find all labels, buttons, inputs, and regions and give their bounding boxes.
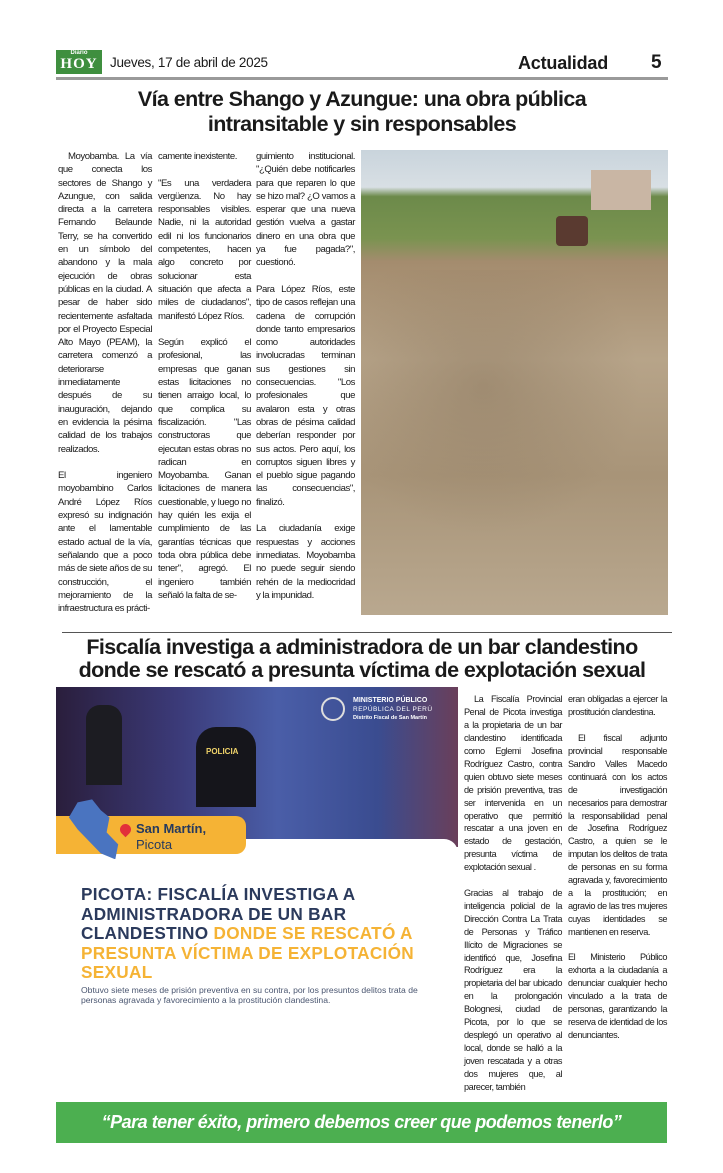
headline-line: Vía entre Shango y Azungue: una obra pública <box>137 87 587 111</box>
paragraph: La ciudadanía exige respuestas y acciones inmediatas. Moyobamba no puede seguir siendo rehén de la mediocridad y la impunidad. <box>256 523 355 601</box>
paragraph: El ingeniero moyobambino Carlos André López Ríos expresó su indignación ante el lamentable estado actual de la vía, señalando que a poco más de siete años de su construcción, el mejoramiento de la infraestructura es prácti- <box>58 470 152 615</box>
institution-name: MINISTERIO PÚBLICO <box>353 697 428 705</box>
page-number: 5 <box>651 52 662 73</box>
location-city: Picota <box>136 837 173 853</box>
graphic-headline <box>81 885 441 983</box>
article2-body <box>56 687 668 1093</box>
officer-figure <box>196 727 256 807</box>
seal-icon <box>321 697 345 721</box>
issue-date: Jueves, 17 de abril de 2025 <box>110 55 268 70</box>
article2-headline <box>56 636 668 681</box>
paragraph: El Ministerio Público exhorta a la ciudadanía a denunciar cualquier hecho vinculado a la trata de personas, garantizando la reserva de identidad de los denunciantes. <box>568 952 667 1040</box>
headline-line: Fiscalía investiga a administradora de un bar clandestino <box>86 635 638 660</box>
road-surface <box>361 270 667 560</box>
logo-main: HOY <box>60 56 98 72</box>
institution-country: REPÚBLICA DEL PERÚ <box>353 706 433 714</box>
paragraph: El fiscal adjunto provincial responsable Sandro Valles Macedo continuará con los actos de investigación necesarios para demostrar la responsabilidad penal de Josefina Rodríguez Castro, a quien se le imputan los delitos de trata de personas en su forma agravada y, favorecimiento a la prostitución; en agravio de las tres mujeres cuyas identidades se mantienen en reserva. <box>568 733 667 937</box>
headline-line: intransitable y sin responsables <box>207 112 517 136</box>
paragraph: eran obligadas a ejercer la prostitución clandestina. <box>568 694 667 718</box>
paragraph: guimiento institucional. "¿Quién debe notificarles para que reparen lo que se hizo mal? ¿O vamos a esperar que una nueva gestión vuelva a gastar dinero en una obra que ya fue pagada?", cuestionó. <box>256 151 355 269</box>
building <box>591 170 651 210</box>
institution-district: Distrito Fiscal de San Martín <box>353 715 427 722</box>
graphic-subtitle: Obtuvo siete meses de prisión preventiva en su contra, por los presuntos delitos trata de personas agravada y favorecimiento a la prostitución clandestina. <box>81 984 418 1005</box>
officer-figure <box>86 705 122 785</box>
section-divider <box>62 632 672 633</box>
article1-headline <box>56 87 668 137</box>
paragraph: "Es una verdadera vergüenza. No hay responsables visibles. Nadie, ni la autoridad edil ni los funcionarios competentes, hacen algo concreto por solucionar esta situación que afecta a miles de ciudadanos", manifestó López Ríos. <box>158 177 251 322</box>
location-region: San Martín, <box>136 821 207 837</box>
road-photo <box>361 150 668 615</box>
paragraph: Para López Ríos, este tipo de casos reflejan una cadena de corrupción donde tanto empresarios como autoridades involucradas terminan sus gestiones sin consecuencias. "Los profesionales que avalaron esta y otras obras de pésima calidad deberían responder por sus actos. Pero aquí, los corruptos siguen libres y el pueblo sigue pagando las consecuencias", finalizó. <box>256 283 355 508</box>
article2-column-1 <box>464 687 562 1093</box>
article2-column-2 <box>568 687 667 1041</box>
quote-banner: “Para tener éxito, primero debemos creer que podemos tenerlo” <box>56 1102 667 1143</box>
section-name: Actualidad <box>518 53 609 73</box>
article1-column-1 <box>58 150 152 615</box>
headline-dark: PICOTA: FISCALÍA INVESTIGA A ADMINISTRADORA DE UN BAR CLANDESTINO <box>81 884 355 944</box>
police-vest-label: POLICIA <box>206 747 239 757</box>
headline-card <box>56 839 458 1013</box>
paragraph: Según explicó el profesional, las empresas que ganan estas licitaciones no tienen arraigo local, lo que complica su fiscalización. "Las constructoras que ejecutan estas obras no radican en Moyobamba. Ganan licitaciones de manera cuestionable, y luego no hay quién les exija el cumplimiento de las garantías técnicas que toda obra pública debe tener", agregó. El ingeniero también señaló la falta de se- <box>158 337 251 601</box>
paragraph: camente inexistente. <box>158 151 237 162</box>
ministerio-publico-logo <box>321 697 451 725</box>
paragraph: Moyobamba. La vía que conecta los sectores de Shango y Azungue, con salida directa a la carretera Fernando Belaunde Terry, se ha convertido en un símbolo del abandono y la mala ejecución de obras públicas en la ciudad. A pesar de haber sido recientemente asfaltada por el Proyecto Especial Alto Mayo (PEAM), la carretera comenzó a deteriorarse inmediatamente después de su inauguración, dejando en evidencia la pésima calidad de los trabajos realizados. <box>58 151 152 455</box>
headline-line: donde se rescató a presunta víctima de explotación sexual <box>78 657 646 682</box>
paragraph: La Fiscalía Provincial Penal de Picota investiga a la propietaria de un bar clandestino identificada como Eglemi Josefina Rodríguez Castro, contra quien obtuvo siete meses de prisión preventiva, tras ser intervenida en un operativo que permitió rescatar a una joven en estado de gestación, presunta víctima de explotación sexual . <box>464 694 562 873</box>
headline-highlight: DONDE SE RESCATÓ A PRESUNTA VÍCTIMA DE EXPLOTACIÓN SEXUAL <box>81 923 415 983</box>
article1-body <box>56 150 668 615</box>
article2-graphic <box>56 687 458 1013</box>
page-content <box>56 0 668 1143</box>
article1-column-2 <box>158 150 251 615</box>
paragraph: Gracias al trabajo de inteligencia policial de la Dirección Contra La Trata de Personas y Tráfico Ilícito de Migraciones se identificó que, Josefina Rodríguez era la propietaria del bar ubicado en la prolongación Bolognesi, ciudad de Picota, por lo que se desplegó un operativo al local, donde se halló a la joven rescatada y a otras dos mujeres que, al parecer, también <box>464 887 562 1092</box>
mototaxi <box>556 216 588 246</box>
logo-top: Diario <box>70 50 88 56</box>
article1-column-3 <box>256 150 355 615</box>
